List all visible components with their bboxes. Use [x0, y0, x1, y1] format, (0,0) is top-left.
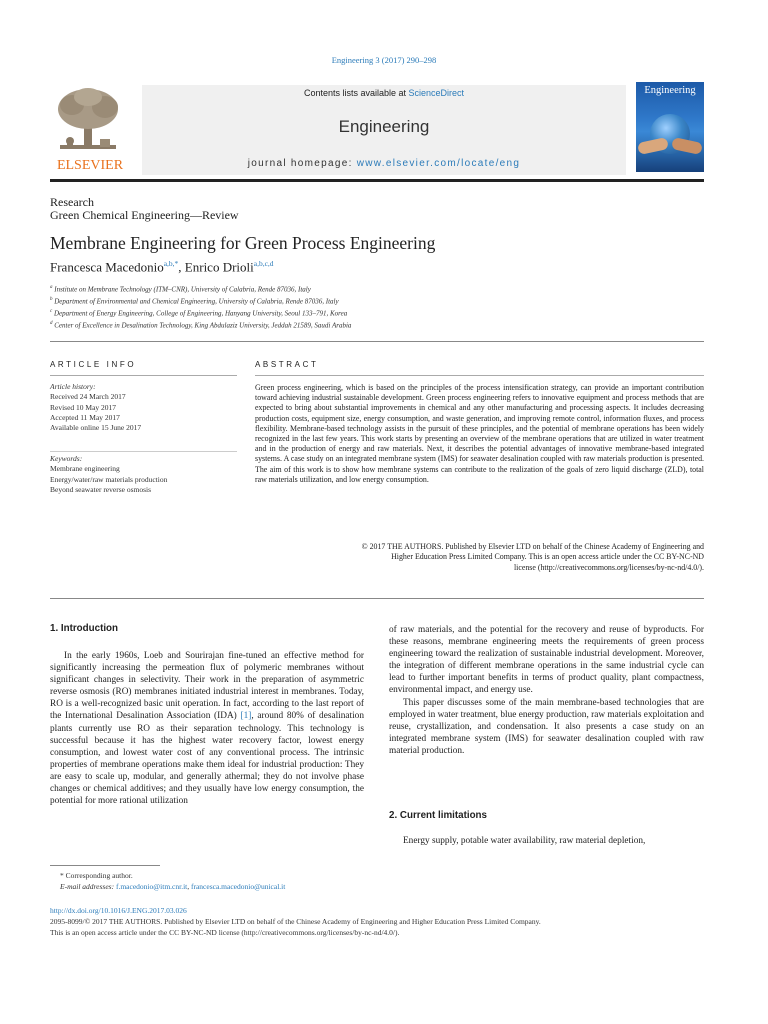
keyword-item: Energy/water/raw materials production	[50, 474, 168, 484]
affiliations	[50, 283, 351, 332]
journal-reference[interactable]: Engineering 3 (2017) 290–298	[331, 55, 437, 65]
footer-copyright: 2095-8099/© 2017 THE AUTHORS. Published by Elsevier LTD on behalf of the Chinese Academy of Engineering and Higher Education Press Limited Company.	[50, 916, 541, 926]
affiliation-mark: a	[50, 285, 53, 290]
author-list	[50, 259, 274, 275]
article-title: Membrane Engineering for Green Process Engineering	[50, 233, 436, 253]
elsevier-wordmark: ELSEVIER	[56, 158, 124, 173]
email-line	[60, 881, 285, 892]
reference-link[interactable]: [1]	[240, 711, 252, 722]
email-label: E-mail addresses:	[60, 882, 116, 891]
journal-name: Engineering	[338, 117, 430, 136]
page-footer	[50, 906, 541, 938]
keyword-item: Membrane engineering	[50, 464, 120, 474]
body-paragraph: of raw materials, and the potential for the recovery and reuse of byproducts. For these reasons, membrane engineering meets the requirements of green process engineering toward the realization of sustainable industrial development. Moreover, the integration of different membrane operations in the same industrial cycle can lead to further important benefits in terms of product quality, plant compactness, environmental impact, and energy use.	[389, 625, 704, 696]
abstract-rule	[255, 375, 704, 376]
abstract-heading: ABSTRACT	[255, 360, 319, 369]
body-column-left	[50, 650, 364, 807]
article-type: Research	[50, 195, 94, 209]
footer-license: This is an open access article under the CC BY-NC-ND license (http://creativecommons.org/licenses/by-nc-nd/4.0/).	[50, 927, 400, 937]
paragraph-text: , around 80% of desalination plants currently use RO as their separation technology. This technology is successful because it has the highest water recovery factor, lowest energy consumption, and lowest water cost of any conventional process. The intrinsic properties of membrane operations make them ideal for industrial production: They are easy to scale up, modular, and generally athermal; they do not involve phase changes or chemical additives; and they usually have low energy consumption, the potential for more rational utilization	[50, 711, 364, 807]
affiliation-mark: b	[50, 297, 53, 303]
body-paragraph: This paper discusses some of the main membrane-based technologies that are employed in water treatment, blue energy production, raw materials exploitation and reuse, crystallization, and condensation. It also presents a case study on an integrated membrane system (IMS) for seawater desalination coupled with raw material production.	[389, 697, 704, 756]
journal-homepage-line	[142, 158, 626, 169]
body-paragraph	[50, 650, 364, 807]
article-subtype: Green Chemical Engineering—Review	[50, 208, 239, 222]
article-history	[50, 382, 141, 433]
abstract-text: Green process engineering, which is based on the principles of the process intensification strategy, can provide an important contribution toward achieving industrial sustainable development. Green process engineering refers to innovative equipment and process methods that are expected to bring about substantial improvements in chemical and any other manufacturing and processing aspects. It includes decreasing production costs, equipment size, energy consumption, and waste generation, and improving remote control, information fluxes, and process flexibility. Membrane-based technology assists in the pursuit of these principles, and the potential of membrane operations has been widely recognized in the last few years. This work starts by presenting an overview of the membrane operations that are utilized in water treatment and in the production of energy and raw materials. Next, it describes the potential advantages of innovative membrane-based integrated systems. A case study on an integrated membrane system (IMS) for seawater desalination coupled with raw materials production is presented. The aim of this work is to show how membrane systems can contribute to the realization of the goals of zero liquid discharge (ZLD), total raw materials utilization, and low energy consumption.	[255, 383, 704, 484]
body-divider	[50, 598, 704, 599]
cover-title: Engineering	[644, 85, 696, 96]
abstract-license	[255, 542, 704, 573]
affiliation-line	[50, 283, 351, 295]
homepage-prefix: journal homepage:	[247, 158, 357, 169]
journal-homepage-link[interactable]: www.elsevier.com/locate/eng	[356, 158, 521, 169]
corresponding-author-note: * Corresponding author.	[60, 871, 133, 880]
history-item: Accepted 11 May 2017	[50, 412, 120, 422]
affiliation-line	[50, 295, 351, 307]
history-item: Received 24 March 2017	[50, 392, 126, 402]
author-affiliation-marks[interactable]: a,b,*	[163, 259, 179, 268]
history-item: Revised 10 May 2017	[50, 402, 117, 412]
contents-prefix: Contents lists available at	[303, 88, 409, 98]
affiliation-text: Department of Environmental and Chemical Engineering, University of Calabria, Rende 87036, Italy	[54, 297, 339, 306]
elsevier-logo[interactable]	[50, 85, 130, 175]
body-paragraph: Energy supply, potable water availability, raw material depletion,	[403, 836, 646, 846]
section-heading-introduction: 1. Introduction	[50, 623, 119, 634]
journal-cover-thumbnail[interactable]	[636, 82, 704, 172]
author-separator: ,	[178, 259, 185, 275]
article-info-rule	[50, 375, 237, 376]
license-line: Higher Education Press Limited Company. This is an open access article under the CC BY-NC-ND	[391, 552, 704, 562]
contents-line	[142, 88, 626, 98]
license-line: license (http://creativecommons.org/licenses/by-nc-nd/4.0/).	[513, 562, 704, 572]
history-label: Article history:	[50, 382, 96, 391]
email-link[interactable]: francesca.macedonio@unical.it	[190, 882, 286, 891]
section-divider	[50, 341, 704, 342]
affiliation-text: Center of Excellence in Desalination Technology, King Abdulaziz University, Jeddah 21589, Saudi Arabia	[54, 321, 352, 330]
doi-link[interactable]: http://dx.doi.org/10.1016/J.ENG.2017.03.026	[50, 906, 187, 915]
license-line: © 2017 THE AUTHORS. Published by Elsevier LTD on behalf of the Chinese Academy of Engineering and	[361, 542, 704, 551]
affiliation-mark: d	[50, 321, 53, 327]
keyword-item: Beyond seawater reverse osmosis	[50, 484, 152, 494]
affiliation-line	[50, 307, 351, 319]
sciencedirect-link[interactable]: ScienceDirect	[408, 88, 465, 98]
keywords	[50, 454, 167, 495]
author-name[interactable]: Francesca Macedonio	[50, 259, 164, 275]
article-info-heading: ARTICLE INFO	[50, 360, 137, 369]
author-name[interactable]: Enrico Drioli	[184, 259, 254, 275]
history-item: Available online 15 June 2017	[50, 423, 142, 433]
header-divider	[50, 179, 704, 182]
paragraph-text: In the early 1960s, Loeb and Sourirajan fine-tuned an effective method for significantly increasing the permeation flux of polymeric membranes without significant changes in selectivity. Their work in the preparation of asymmetric reverse osmosis (RO) membranes initiated industrial interest in membranes. Today, RO is a well-recognized basic unit operation. In fact, according to the last report of the International Desalination Association (IDA)	[50, 651, 364, 722]
affiliation-mark: c	[50, 309, 53, 315]
email-link[interactable]: f.macedonio@itm.cnr.it	[115, 882, 188, 891]
elsevier-tree-icon	[50, 85, 130, 175]
body-column-right-continued	[389, 835, 704, 847]
keywords-rule	[50, 451, 237, 452]
footnotes	[60, 870, 285, 892]
affiliation-line	[50, 319, 351, 331]
email-separator: ,	[187, 882, 191, 891]
footnote-rule	[50, 865, 160, 866]
author-affiliation-marks[interactable]: a,b,c,d	[253, 259, 274, 268]
body-column-right	[389, 624, 704, 757]
section-heading-current-limitations: 2. Current limitations	[389, 810, 487, 821]
keywords-label: Keywords:	[50, 454, 83, 463]
affiliation-text: Department of Energy Engineering, College of Engineering, Hanyang University, Seoul 133–791, Korea	[53, 309, 348, 318]
affiliation-text: Institute on Membrane Technology (ITM–CNR), University of Calabria, Rende 87036, Italy	[54, 285, 311, 294]
